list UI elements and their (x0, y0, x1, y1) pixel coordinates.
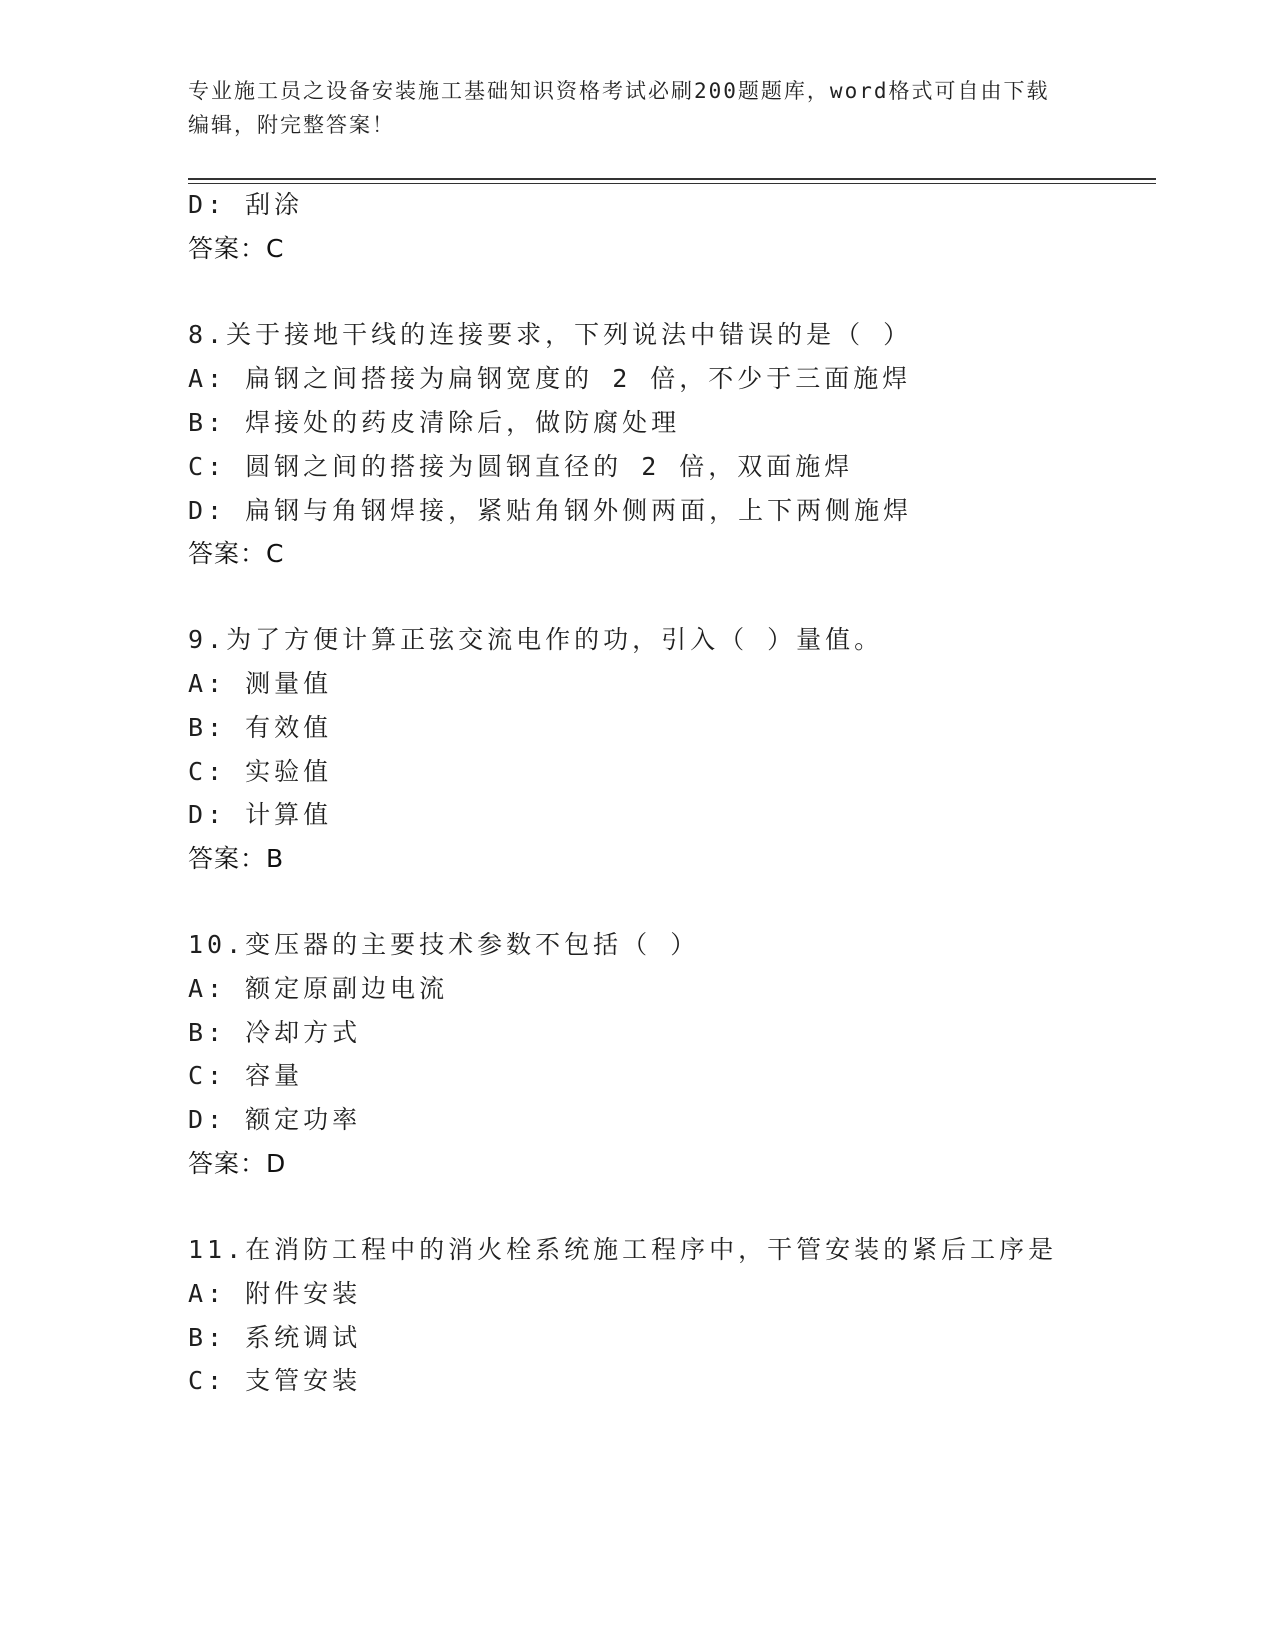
answer-line: 答案：D (188, 1149, 287, 1178)
header-rule-thin (188, 183, 1156, 184)
option-line: C: 实验值 (188, 757, 333, 786)
option-line: A: 附件安装 (188, 1279, 362, 1308)
option-line: B: 焊接处的药皮清除后，做防腐处理 (188, 408, 681, 437)
option-line: D: 扁钢与角钢焊接，紧贴角钢外侧两面，上下两侧施焊 (188, 496, 913, 525)
question-stem: 9.为了方便计算正弦交流电作的功，引入（ ）量值。 (188, 625, 884, 654)
answer-line: 答案：B (188, 844, 285, 873)
option-line: C: 支管安装 (188, 1366, 362, 1395)
option-line: C: 容量 (188, 1061, 304, 1090)
option-line: A: 额定原副边电流 (188, 974, 449, 1003)
option-line: B: 冷却方式 (188, 1018, 362, 1047)
option-line: A: 测量值 (188, 669, 333, 698)
option-line: B: 有效值 (188, 713, 333, 742)
option-line: B: 系统调试 (188, 1323, 362, 1352)
option-line: A: 扁钢之间搭接为扁钢宽度的 2 倍，不少于三面施焊 (188, 364, 912, 393)
answer-line: 答案：C (188, 234, 285, 263)
answer-line: 答案：C (188, 539, 285, 568)
question-stem: 11.在消防工程中的消火栓系统施工程序中，干管安装的紧后工序是 (188, 1235, 1058, 1264)
question-stem: 8.关于接地干线的连接要求，下列说法中错误的是（ ） (188, 320, 913, 349)
question-stem: 10.变压器的主要技术参数不包括（ ） (188, 930, 700, 959)
option-line: C: 圆钢之间的搭接为圆钢直径的 2 倍，双面施焊 (188, 452, 854, 481)
option-line: D: 额定功率 (188, 1105, 362, 1134)
option-line: D: 刮涂 (188, 190, 304, 219)
document-header: 专业施工员之设备安装施工基础知识资格考试必刷200题题库，word格式可自由下载编辑，附完整答案！ (188, 79, 1050, 137)
header-rule-thick (188, 178, 1156, 180)
option-line: D: 计算值 (188, 800, 333, 829)
